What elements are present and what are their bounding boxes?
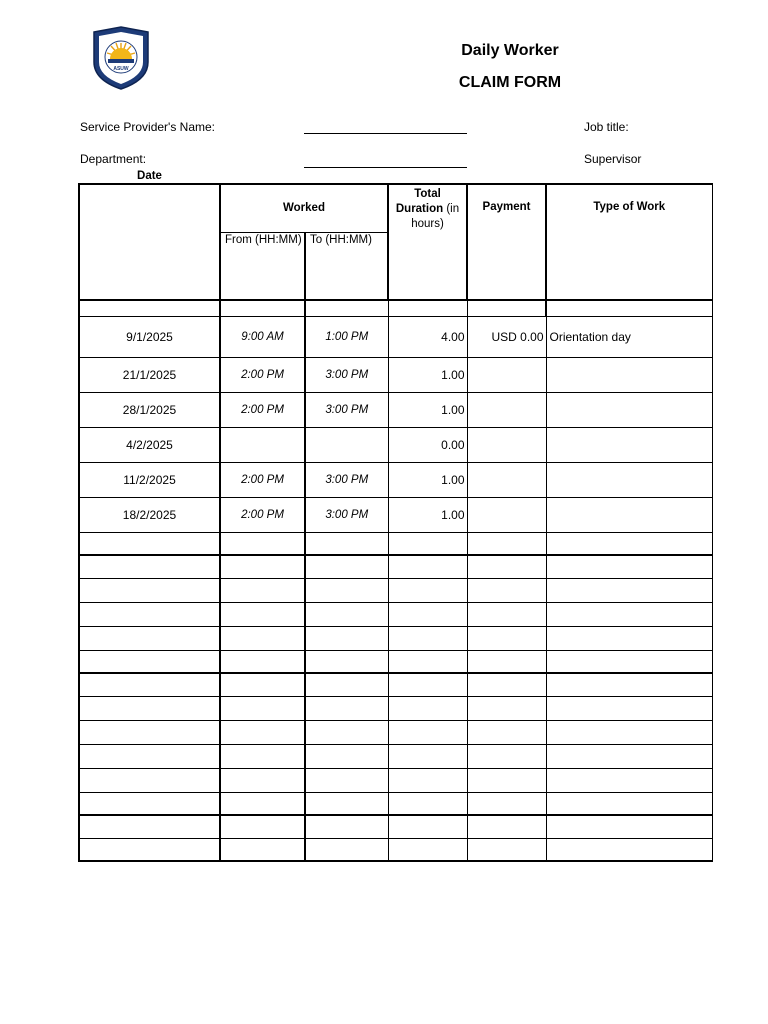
table-row — [79, 427, 712, 462]
header-date: Date — [79, 184, 220, 300]
table-row — [79, 392, 712, 427]
row-date[interactable]: 21/1/2025 — [79, 357, 220, 392]
empty-row — [79, 792, 712, 815]
row-payment[interactable] — [467, 427, 546, 462]
row-duration[interactable]: 4.00 — [388, 316, 467, 357]
row-from[interactable]: 2:00 PM — [220, 357, 305, 392]
supervisor-label: Supervisor — [584, 152, 642, 166]
row-type[interactable] — [546, 497, 712, 532]
row-from[interactable]: 2:00 PM — [220, 392, 305, 427]
row-to[interactable]: 3:00 PM — [305, 357, 388, 392]
row-payment[interactable] — [467, 462, 546, 497]
row-type[interactable] — [546, 357, 712, 392]
row-from[interactable]: 2:00 PM — [220, 497, 305, 532]
row-from[interactable]: 9:00 AM — [220, 316, 305, 357]
header-total-duration: Total Duration (in hours) — [388, 184, 467, 300]
empty-row — [79, 838, 712, 861]
department-label: Department: — [80, 152, 147, 166]
row-type[interactable] — [546, 462, 712, 497]
spacer-row — [79, 300, 712, 316]
row-date[interactable]: 11/2/2025 — [79, 462, 220, 497]
table-row — [79, 316, 712, 357]
row-payment[interactable] — [467, 357, 546, 392]
row-date[interactable]: 4/2/2025 — [79, 427, 220, 462]
row-to[interactable]: 3:00 PM — [305, 497, 388, 532]
row-type[interactable] — [546, 392, 712, 427]
header-to: To (HH:MM) — [305, 232, 388, 300]
form-title: Daily Worker — [461, 42, 559, 59]
header-worked: Worked — [220, 184, 388, 232]
service-provider-label: Service Provider's Name: — [80, 120, 215, 134]
empty-row — [79, 815, 712, 838]
empty-row — [79, 626, 712, 650]
department-field[interactable] — [304, 167, 467, 168]
row-to[interactable]: 3:00 PM — [305, 392, 388, 427]
header-from: From (HH:MM) — [220, 232, 305, 300]
row-payment[interactable]: USD 0.00 — [467, 316, 546, 357]
row-date[interactable]: 18/2/2025 — [79, 497, 220, 532]
row-to[interactable]: 3:00 PM — [305, 462, 388, 497]
empty-row — [79, 720, 712, 744]
row-to[interactable] — [305, 427, 388, 462]
row-duration[interactable]: 1.00 — [388, 462, 467, 497]
row-date[interactable]: 28/1/2025 — [79, 392, 220, 427]
empty-row — [79, 532, 712, 555]
empty-row — [79, 555, 712, 578]
row-duration[interactable]: 1.00 — [388, 497, 467, 532]
row-payment[interactable] — [467, 497, 546, 532]
form-subtitle: CLAIM FORM — [458, 74, 562, 91]
empty-row — [79, 768, 712, 792]
header-type-of-work: Type of Work — [546, 184, 712, 300]
empty-row — [79, 696, 712, 720]
svg-text:ASUW: ASUW — [113, 66, 129, 72]
table-row — [79, 462, 712, 497]
empty-row — [79, 578, 712, 602]
service-provider-field[interactable] — [304, 133, 467, 134]
table-row — [79, 497, 712, 532]
row-from[interactable] — [220, 427, 305, 462]
row-from[interactable]: 2:00 PM — [220, 462, 305, 497]
row-to[interactable]: 1:00 PM — [305, 316, 388, 357]
header-payment: Payment — [467, 184, 546, 300]
row-duration[interactable]: 1.00 — [388, 392, 467, 427]
claim-table — [78, 170, 713, 862]
table-row — [79, 357, 712, 392]
empty-row — [79, 602, 712, 626]
row-type[interactable] — [546, 427, 712, 462]
row-date[interactable]: 9/1/2025 — [79, 316, 220, 357]
university-seal-logo — [88, 26, 154, 90]
row-duration[interactable]: 1.00 — [388, 357, 467, 392]
row-payment[interactable] — [467, 392, 546, 427]
job-title-label: Job title: — [584, 120, 629, 134]
row-type[interactable]: Orientation day — [546, 316, 712, 357]
empty-row — [79, 744, 712, 768]
row-duration[interactable]: 0.00 — [388, 427, 467, 462]
empty-row — [79, 650, 712, 673]
empty-row — [79, 673, 712, 696]
